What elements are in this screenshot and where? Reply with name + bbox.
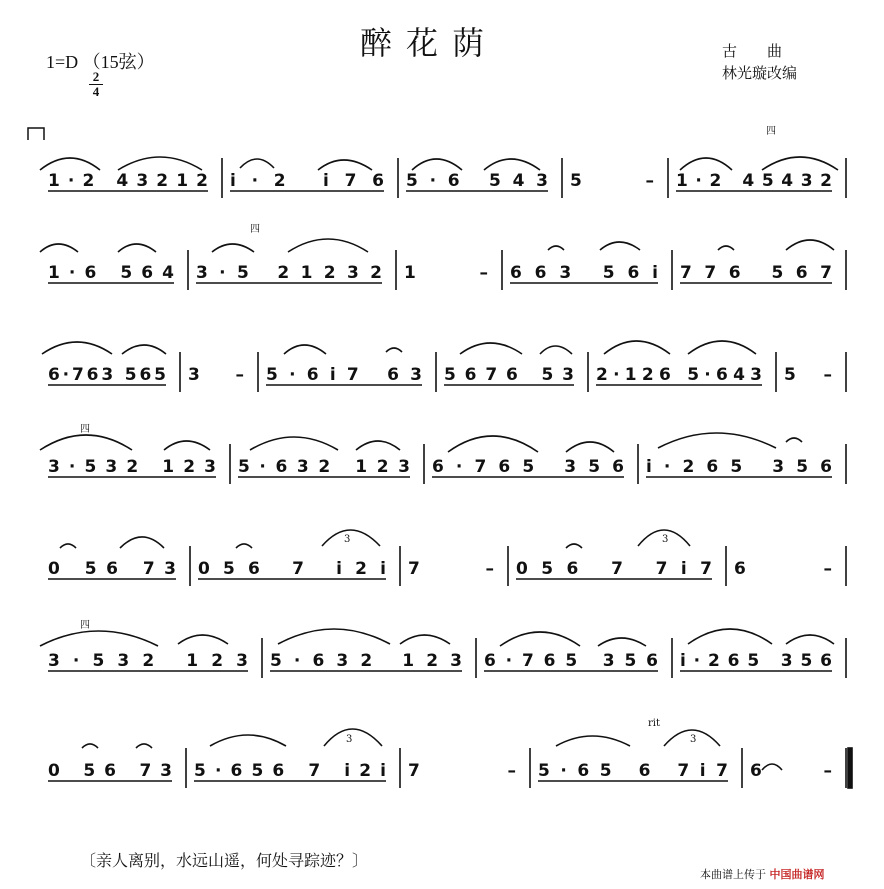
triplet-mark: 3 [344, 534, 351, 545]
measure: 0 56 73 [48, 559, 176, 579]
measure: 6·765 356 [484, 651, 658, 671]
measure: 0 56 73 [48, 761, 172, 781]
measure: 6 – [734, 559, 832, 579]
measure: 2·126 5·643 [596, 365, 762, 385]
measure: 1 – [404, 263, 488, 283]
measure: 5·6i7 63 [266, 365, 422, 385]
fingering-mark: 四 [80, 620, 90, 631]
time-signature-top: 2 [92, 69, 100, 84]
footer-text: 本曲谱上传于 [700, 868, 766, 881]
fingering-mark: 四 [250, 224, 260, 235]
measure: 6 – [750, 761, 832, 781]
measure: 1·2 45432 [676, 171, 832, 191]
credit-origin: 古 曲 [722, 42, 783, 60]
measure: 5676 53 [444, 365, 574, 385]
measure: 3·532 123 [48, 457, 216, 477]
measure: i·265 356 [680, 651, 832, 671]
measure: 7 – [408, 559, 494, 579]
site-logo: 中国曲谱网 [769, 868, 825, 881]
fingering-mark: 四 [766, 126, 776, 137]
triplet-mark: 3 [346, 734, 353, 745]
volta-bracket [28, 128, 44, 140]
measure: 5·6 543 [406, 171, 548, 191]
key-signature: 1=D （15弦） [46, 52, 155, 72]
measure: 3 – [188, 365, 244, 385]
final-barline [848, 748, 852, 788]
measure: 1·6 564 [48, 263, 174, 283]
measure: 663 56i [510, 263, 658, 283]
measure: 1·2 43212 [48, 171, 208, 191]
triplet-mark: 3 [690, 734, 697, 745]
measure: 056 7 i2i [198, 559, 386, 579]
lyric-line: 〔亲人离别，水远山遥，何处寻踪迹？〕 [80, 851, 369, 870]
measure: 6·765 356 [432, 457, 624, 477]
measure: 7 – [408, 761, 516, 781]
triplet-mark: 3 [662, 534, 669, 545]
credit-arranger: 林光璇改编 [722, 64, 798, 82]
footer-credit [700, 866, 825, 882]
measure: 056 7 7i7 [516, 559, 712, 579]
measure: 5 – [784, 365, 832, 385]
measure: i·265 356 [646, 457, 832, 477]
measure: 6·763 565 [48, 365, 166, 385]
measure: 5 – [570, 171, 654, 191]
score-title: 醉花荫 [360, 24, 499, 62]
measure: 5·632 123 [238, 457, 410, 477]
tempo-mark: rit [648, 718, 660, 729]
measure: i·2 i76 [230, 171, 384, 191]
measure: 5·65 6 7i7 [538, 761, 728, 781]
measure: 776 567 [680, 263, 832, 283]
fingering-mark: 四 [80, 424, 90, 435]
measure: 3·5 21232 [196, 263, 382, 283]
measure: 5·656 7 i2i [194, 761, 386, 781]
notes-layer [48, 171, 832, 781]
measure: 3·532 123 [48, 651, 248, 671]
measure: 5·632 123 [270, 651, 462, 671]
time-signature-bottom: 4 [92, 84, 100, 99]
